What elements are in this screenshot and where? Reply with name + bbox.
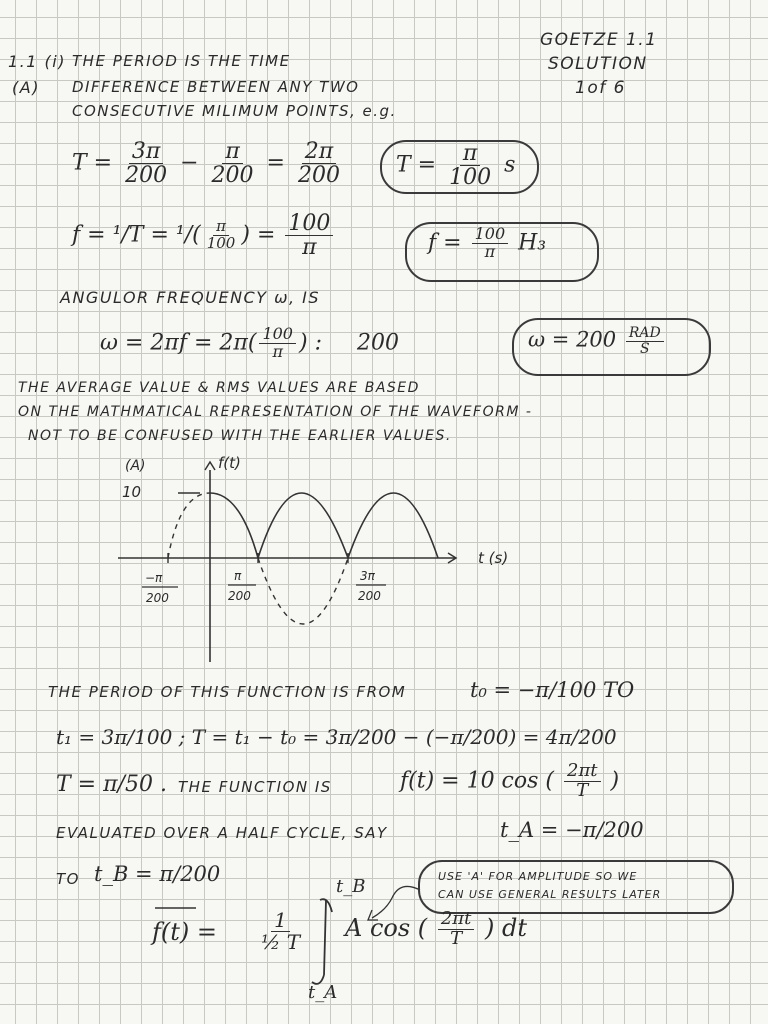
function-definition: f(t) = 10 cos ( $\frac{2\pi t}{T}$ )	[400, 760, 620, 801]
period-fn-line-3a: T = π/50 .	[56, 772, 167, 797]
integral-lhs: f(t) =	[152, 918, 217, 946]
x-tick-3-num: 3π	[360, 569, 375, 583]
integral-upper-limit: t_B	[336, 876, 366, 897]
y-axis-label: f(t)	[218, 454, 241, 472]
period-fn-line-1: THE PERIOD OF THIS FUNCTION IS FROM	[48, 683, 407, 701]
x-tick-3-den: 200	[358, 589, 381, 603]
header-page: 1of 6	[575, 78, 626, 98]
x-tick-neg-num: −π	[145, 571, 163, 585]
frequency-result: f = $\frac{100}{\pi}$ H₃	[428, 224, 547, 261]
x-tick-pos-num: π	[234, 569, 242, 583]
y-axis-arrow	[205, 462, 215, 470]
period-fn-line-3b: THE FUNCTION IS	[178, 778, 332, 796]
note-line-1: THE AVERAGE VALUE & RMS VALUES ARE BASED	[18, 380, 420, 396]
x-tick-pos-den: 200	[228, 589, 251, 603]
eval-tb: t_B = π/200	[94, 862, 221, 886]
period-fn-t0: t₀ = −π/100 TO	[470, 678, 635, 702]
intro-line-1: THE PERIOD IS THE TIME	[72, 52, 291, 70]
cosine-dashed-left	[168, 493, 210, 558]
frequency-equation: f = ¹/T = ¹/( $\frac{\pi}{100}$ ) = $\frac{100}{\pi}$	[72, 212, 336, 259]
y-tick-label: 10	[122, 483, 142, 501]
callout-line-2: CAN USE GENERAL RESULTS LATER	[438, 888, 662, 901]
eval-line-2-prefix: TO	[56, 870, 80, 888]
period-result: T = $\frac{\pi}{100}$ s	[396, 141, 516, 191]
period-equation: T = $\frac{3\pi}{200}$ − $\frac{\pi}{200}$ = $\frac{2\pi}{200}$	[72, 139, 340, 189]
callout-line-1: USE 'A' FOR AMPLITUDE SO WE	[438, 870, 638, 883]
integral-lower-limit: t_A	[308, 982, 338, 1003]
problem-label: 1.1 (i)	[8, 52, 66, 71]
note-line-2: ON THE MATHMATICAL REPRESENTATION OF THE WAVEFORM -	[18, 404, 533, 420]
note-line-3: NOT TO BE CONFUSED WITH THE EARLIER VALUES.	[28, 428, 452, 444]
angular-text: ANGULOR FREQUENCY ω, IS	[60, 288, 321, 307]
integral-prefactor: $\frac{1}{\text{½ T}}$	[261, 908, 301, 954]
x-tick-neg-den: 200	[146, 591, 169, 605]
eval-ta: t_A = −π/200	[500, 818, 644, 842]
problem-sublabel: (A)	[12, 78, 40, 97]
angular-result: ω = 200 $\frac{\text{RAD}}{S}$	[528, 326, 667, 356]
header-title: SOLUTION	[548, 54, 648, 74]
intro-line-3: CONSECUTIVE MILIMUM POINTS, e.g.	[72, 102, 397, 120]
integrand: A cos ( $\frac{2\pi t}{T}$ ) dt	[345, 908, 527, 949]
header-author: GOETZE 1.1	[540, 30, 658, 50]
period-fn-line-2: t₁ = 3π/100 ; T = t₁ − t₀ = 3π/200 − (−π/200) = 4π/200	[56, 725, 617, 749]
intro-line-2: DIFFERENCE BETWEEN ANY TWO	[72, 78, 360, 96]
angular-equation: ω = 2πf = 2π( $\frac{100}{\pi}$ ) : 200	[100, 324, 399, 361]
eval-line-1: EVALUATED OVER A HALF CYCLE, SAY	[56, 824, 388, 842]
callout-bubble	[418, 860, 734, 914]
x-axis-label: t (s)	[478, 549, 509, 567]
cosine-dashed-negative	[258, 558, 348, 624]
rectified-wave-curve	[210, 493, 438, 558]
y-unit-label: (A)	[125, 458, 146, 474]
integral-sign	[312, 899, 332, 984]
